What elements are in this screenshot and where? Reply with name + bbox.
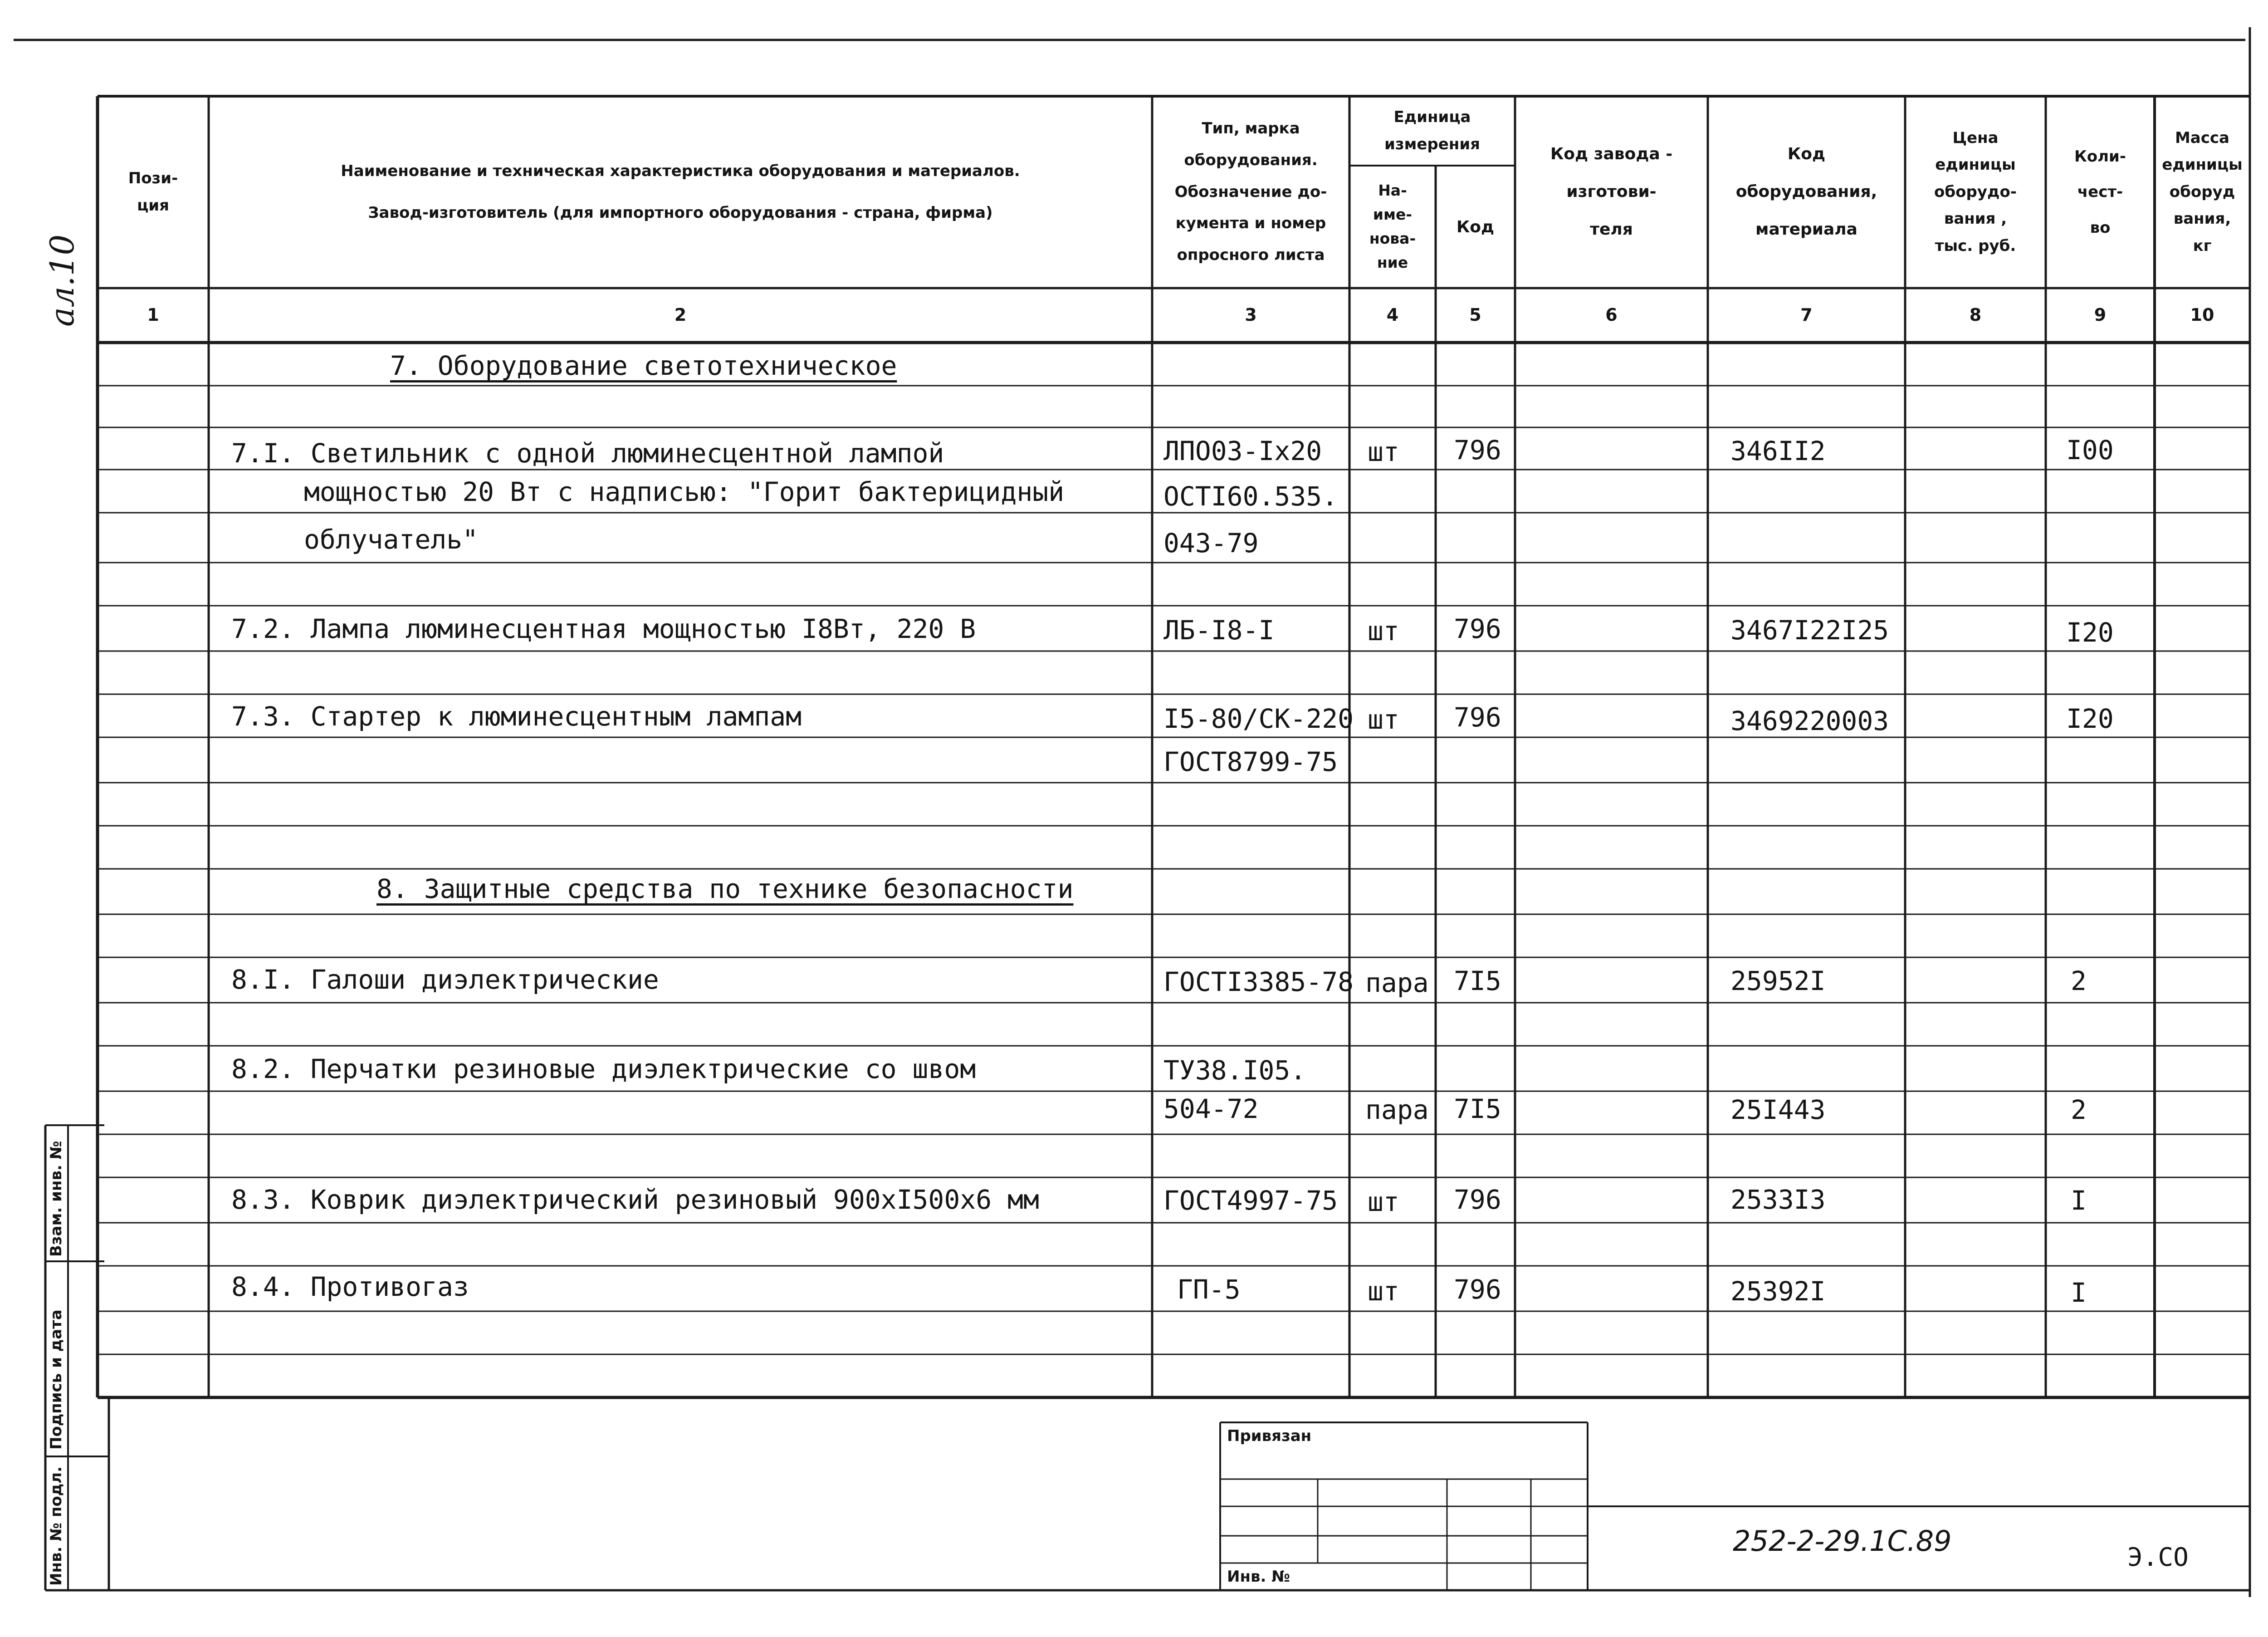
item-name: 8.3. Коврик диэлектрический резиновый 900хI500х6 мм <box>231 1184 1039 1215</box>
item-unit: шт <box>1368 1186 1399 1217</box>
item-unit: пара <box>1365 1094 1429 1125</box>
item-unit: шт <box>1368 436 1399 467</box>
item-unit: шт <box>1368 616 1399 647</box>
column-number: 3 <box>1245 305 1257 325</box>
item-equipment-code: 25I443 <box>1730 1094 1826 1125</box>
column-number: 8 <box>1969 305 1982 325</box>
column-number: 5 <box>1469 305 1481 325</box>
item-type: I5-80/СК-220 <box>1163 703 1354 734</box>
header-position: Пози- ция <box>128 169 178 215</box>
header-name: Наименование и техническая характеристика оборудования и материалов. Завод-изготовитель (для импортного оборудования - страна, фирма) <box>341 162 1020 222</box>
item-equipment-code: 3467I22I25 <box>1730 615 1889 646</box>
item-unit-code: 796 <box>1454 1274 1501 1305</box>
header-unit: Единица измерения <box>1384 108 1480 153</box>
column-number: 2 <box>674 305 687 325</box>
item-type: ГОСТI3385-78 <box>1163 966 1354 997</box>
section-title: 7. Оборудование светотехническое <box>390 350 897 381</box>
item-unit: шт <box>1368 1276 1399 1307</box>
item-name: 8.4. Противогаз <box>231 1271 469 1302</box>
item-quantity: 2 <box>2071 966 2087 996</box>
column-number: 1 <box>147 305 159 325</box>
item-name: 8.I. Галоши диэлектрические <box>231 964 659 995</box>
column-number: 6 <box>1605 305 1618 325</box>
header-type: Тип, марка оборудования. Обозначение до- кумента и номер опросного листа <box>1174 119 1327 265</box>
column-number: 4 <box>1386 305 1399 325</box>
item-unit-code: 796 <box>1454 702 1501 733</box>
item-type: ГП-5 <box>1177 1274 1241 1305</box>
item-name-continued: мощностью 20 Вт с надписью: "Горит бактерицидный <box>304 476 1065 507</box>
stamp-attached-label: Привязан <box>1227 1427 1312 1445</box>
document-code: 252-2-29.1С.89 <box>1733 1524 1952 1558</box>
column-number: 10 <box>2190 305 2214 325</box>
item-unit: пара <box>1365 967 1429 998</box>
item-unit-code: 7I5 <box>1454 966 1501 996</box>
header-price: Цена единицы оборудо- вания , тыс. руб. <box>1934 128 2017 255</box>
item-name: 7.I. Светильник с одной люминесцентной лампой <box>231 438 944 469</box>
item-type-continued: 043-79 <box>1163 528 1259 559</box>
item-quantity: I20 <box>2066 617 2114 648</box>
item-quantity: I <box>2071 1185 2087 1216</box>
item-type: ЛБ-I8-I <box>1163 615 1275 646</box>
item-equipment-code: 2533I3 <box>1730 1184 1826 1215</box>
item-type-continued: ОСТI60.535. <box>1163 481 1338 512</box>
item-unit-code: 796 <box>1454 1184 1501 1215</box>
section-title: 8. Защитные средства по технике безопасности <box>376 873 1074 904</box>
item-name: 7.3. Стартер к люминесцентным лампам <box>231 701 802 732</box>
sheet-code: Э.СО <box>2127 1543 2189 1572</box>
item-equipment-code: 346II2 <box>1730 436 1826 466</box>
item-quantity: 2 <box>2071 1094 2087 1125</box>
side-label-inv-no: Инв. № подл. <box>47 1466 65 1586</box>
item-type-continued: 504-72 <box>1163 1093 1259 1124</box>
header-equipment-code: Код оборудования, материала <box>1735 145 1877 239</box>
side-label-signature: Подпись и дата <box>47 1309 65 1450</box>
item-quantity: I <box>2071 1277 2087 1308</box>
column-number: 9 <box>2094 305 2107 325</box>
item-quantity: I00 <box>2066 435 2114 466</box>
item-equipment-code: 25392I <box>1730 1276 1826 1307</box>
item-name: 7.2. Лампа люминесцентная мощностью I8Вт, 220 В <box>231 613 976 644</box>
header-mass: Масса единицы оборуд вания, кг <box>2162 128 2243 255</box>
header-unit-code: Код <box>1456 217 1495 236</box>
item-unit-code: 796 <box>1454 613 1501 644</box>
header-quantity: Коли- чест- во <box>2074 147 2126 237</box>
item-name-continued: облучатель" <box>304 524 479 555</box>
item-quantity: I20 <box>2066 703 2114 734</box>
item-unit-code: 796 <box>1454 435 1501 466</box>
item-type: ТУ38.I05. <box>1163 1055 1306 1086</box>
stamp-inv-label: Инв. № <box>1227 1568 1290 1586</box>
item-type: ЛПО03-Iх20 <box>1163 436 1322 466</box>
item-name: 8.2. Перчатки резиновые диэлектрические со швом <box>231 1054 976 1084</box>
header-factory-code: Код завода - изготови- теля <box>1550 145 1673 239</box>
item-equipment-code: 25952I <box>1730 966 1826 996</box>
column-number: 7 <box>1800 305 1813 325</box>
header-unit-name: На- име- нова- ние <box>1369 181 1416 271</box>
sheet-mark: ал.10 <box>43 234 81 327</box>
item-unit-code: 7I5 <box>1454 1093 1501 1124</box>
item-type-continued: ГОСТ8799-75 <box>1163 746 1338 777</box>
item-unit: шт <box>1368 704 1399 735</box>
item-equipment-code: 3469220003 <box>1730 706 1889 736</box>
side-label-replaced-inv: Взам. инв. № <box>47 1141 65 1257</box>
item-type: ГОСТ4997-75 <box>1163 1185 1338 1216</box>
